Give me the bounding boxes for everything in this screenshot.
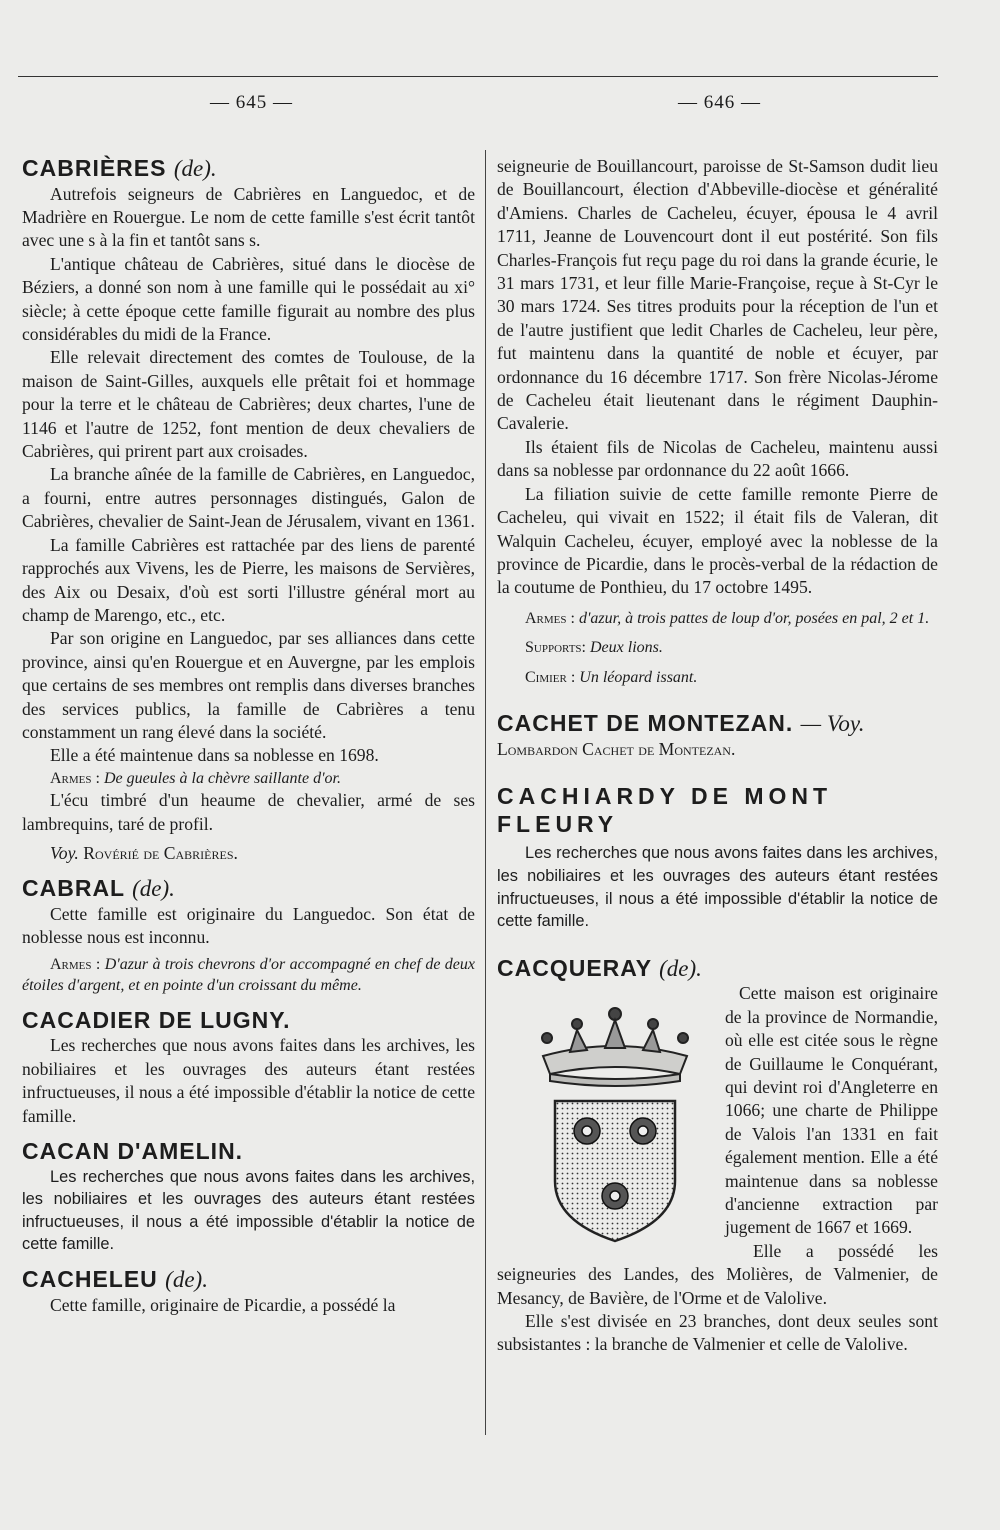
column-divider xyxy=(485,150,486,1435)
cacheleu-cimier: Cimier : Un léopard issant. xyxy=(525,668,698,686)
cacqueray-paragraph: Elle a possédé les seigneuries des Landes, des Molières, de Valmenier, de Mesancy, de Bavière, de l'Orme et de Valolive. xyxy=(497,1240,938,1308)
cabrieres-paragraph: Autrefois seigneurs de Cabrières en Languedoc, et de Madrière en Rouergue. Le nom de cette famille s'est écrit tantôt avec une s à la fin et tantôt sans s. xyxy=(22,183,475,251)
cabrieres-paragraph: L'antique château de Cabrières, situé dans le diocèse de Béziers, a donné son nom à une famille qui le possédait au xi° siècle; à cette époque cette famille figurait au nombre des plus considérables du midi de la France. xyxy=(22,253,475,345)
entry-heading-cacqueray: CACQUERAY (de). xyxy=(497,954,702,981)
cabrieres-paragraph: L'écu timbré d'un heaume de chevalier, armé de ses lambrequins, taré de profil. xyxy=(22,790,475,834)
cabrieres-armes: Armes : De gueules à la chèvre saillante d'or. xyxy=(50,769,341,787)
cacqueray-paragraph: Cette maison est originaire de la province de Normandie, où elle est citée sous le règne de Guillaume le Conquérant, qui devint roi d'Angleterre en 1066; une charte de Philippe de Valois l'an 1331 en fait également mention. Elle a été maintenue dans sa noblesse d'ancienne extraction par jugement de 1667 et 1669. xyxy=(725,983,938,1238)
top-rule xyxy=(18,76,938,77)
cacheleu-continued-paragraph: seigneurie de Bouillancourt, paroisse de St-Samson dudit lieu de Bouillancourt, élection d'Abbeville-diocèse et généralité d'Amiens. Charles de Cacheleu, écuyer, épousa le 4 avril 1711, Jeanne de Louvencourt dont il eut postérité. Son fils Charles-François fut reçu page du roi dans la grande écurie, le 31 mars 1731, et leur fille Marie-Françoise, reçue à St-Cyr le 30 mars 1724. Ses titres produits pour la réception de l'un et de l'autre justifient que ledit Charles de Cacheleu, leur père, fut maintenu dans la quantité de noble et écuyer, par ordonnance du 16 décembre 1717. Son frère Nicolas-Jérome de Cacheleu était lieutenant dans le régiment Dauphin-Cavalerie. xyxy=(497,156,938,434)
cacheleu-paragraph: Cette famille, originaire de Picardie, a possédé la xyxy=(50,1294,396,1315)
left-column xyxy=(22,155,475,1317)
cachet-reference: Lombardon Cachet de Montezan. xyxy=(497,738,736,759)
crown-icon xyxy=(542,1008,688,1086)
cacqueray-coat-of-arms xyxy=(515,986,715,1246)
entry-heading-cabrieres: CABRIÈRES (de). xyxy=(22,155,217,181)
cabrieres-paragraph: Elle relevait directement des comtes de Toulouse, de la maison de Saint-Gilles, auxquels elle prêtait foi et hommage pour la terre et le château de Cabrières; deux chartes, l'une de 1146 et l'autre de 1252, font mention de deux chevaliers de Cabrières, qui prirent part aux croisades. xyxy=(22,347,475,462)
cacadier-paragraph: Les recherches que nous avons faites dans les archives, les nobiliaires et les ouvrages des auteurs étant restées infructueuses, il nous a été impossible d'établir la notice de cette famille. xyxy=(22,1035,475,1126)
cabrieres-paragraph: Par son origine en Languedoc, par ses alliances dans cette province, ainsi qu'en Rouergue et en Auvergne, par les emplois que certains de ses membres ont remplis dans diverses branches des services publics, la famille de Cabrières a tenu constamment un rang élevé dans la société. xyxy=(22,628,475,742)
cachiardy-paragraph: Les recherches que nous avons faites dans les archives, les nobiliaires et les ouvrages des auteurs étant restées infructueuses, il nous a été impossible d'établir la notice de cette famille. xyxy=(497,844,938,931)
entry-heading-cachet: CACHET DE MONTEZAN. — Voy. xyxy=(497,710,865,737)
cacheleu-armes: Armes : d'azur, à trois pattes de loup d'or, posées en pal, 2 et 1. xyxy=(525,609,930,627)
cabrieres-paragraph: La famille Cabrières est rattachée par des liens de parenté rapprochés aux Vivens, les de Pierre, les maisons de Servières, des Aix ou Desaix, d'où est sorti l'illustre général mort au champ de Marengo, etc., etc. xyxy=(22,534,475,625)
entry-heading-cabral: CABRAL (de). xyxy=(22,875,175,902)
cabrieres-paragraph: Elle a été maintenue dans sa noblesse en 1698. xyxy=(50,745,379,766)
cabrieres-voy: Voy. Rovérié de Cabrières. xyxy=(50,843,238,864)
entry-heading-cacheleu: CACHELEU (de). xyxy=(22,1266,208,1293)
right-column xyxy=(497,155,938,1357)
cacqueray-paragraph: Elle s'est divisée en 23 branches, dont deux seules sont subsistantes : la branche de Valmenier et celle de Valolive. xyxy=(497,1311,938,1355)
entry-heading-cachiardy: CACHIARDY DE MONT FLEURY xyxy=(497,783,833,837)
entry-heading-cacan: CACAN D'AMELIN. xyxy=(22,1138,244,1165)
page-number-right: — 646 — xyxy=(678,92,761,113)
page-number-left: — 645 — xyxy=(210,92,293,113)
entry-heading-cacadier: CACADIER DE LUGNY. xyxy=(22,1006,291,1033)
cabral-armes: Armes : D'azur à trois chevrons d'or accompagné en chef de deux étoiles d'argent, et en pointe d'un croissant du même. xyxy=(22,955,475,995)
cacan-paragraph: Les recherches que nous avons faites dans les archives, les nobiliaires et les ouvrages des auteurs étant restées infructueuses, il nous a été impossible d'établir la notice de cette famille. xyxy=(22,1167,475,1254)
cacheleu-supports: Supports: Deux lions. xyxy=(525,639,663,657)
cabrieres-paragraph: La branche aînée de la famille de Cabrières, en Languedoc, a fourni, entre autres personnages distingués, Galon de Cabrières, chevalier de Saint-Jean de Jérusalem, vivant en 1361. xyxy=(22,464,475,532)
cacheleu-continued-paragraph: Ils étaient fils de Nicolas de Cacheleu, maintenu aussi dans sa noblesse par ordonnance du 22 août 1666. xyxy=(497,436,938,481)
cabral-paragraph: Cette famille est originaire du Languedoc. Son état de noblesse nous est inconnu. xyxy=(22,904,475,948)
cacheleu-continued-paragraph: La filiation suivie de cette famille remonte Pierre de Cacheleu, qui vivait en 1522; il était fils de Valeran, dit Walquin Cacheleu, écuyer, employé avec la noblesse de la province de Picardie, dans le procès-verbal de la rédaction de la coutume de Ponthieu, du 17 octobre 1495. xyxy=(497,483,938,598)
